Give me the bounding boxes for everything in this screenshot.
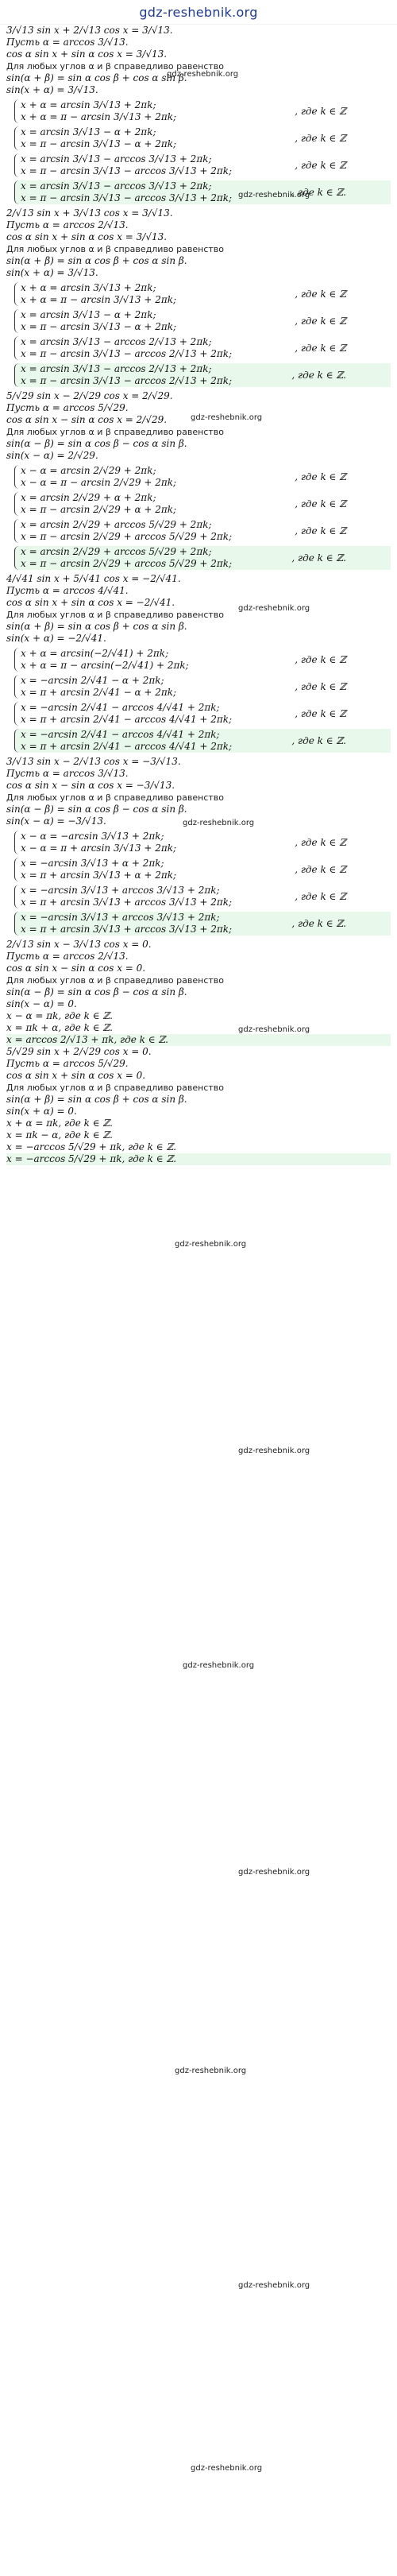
- let-alpha: Пусть α = arccos 2/√13.: [6, 219, 129, 230]
- case-line-2: x + α = π − arcsin 3/√13 + 2πk;: [21, 111, 177, 122]
- rewritten-equation: cos α sin x + sin α cos x = 3/√13.: [6, 48, 168, 60]
- answer-case-system: [14, 180, 391, 204]
- problem-statement: 2/√13 sin x − 3/√13 cos x = 0.: [6, 939, 152, 950]
- substituted-equation: sin(x + α) = −2/√41.: [6, 633, 106, 644]
- case-note: , где k ∈ ℤ.: [291, 918, 346, 929]
- identity-text: Для любых углов α и β справедливо равенство: [6, 61, 224, 72]
- case-system: [14, 492, 391, 516]
- problem-statement: 3/√13 sin x + 2/√13 cos x = 3/√13.: [6, 25, 173, 36]
- case-note: , где k ∈ ℤ.: [291, 552, 346, 564]
- case-note: , где k ∈ ℤ: [295, 471, 346, 482]
- problem-5: [6, 756, 391, 935]
- problem-4: [6, 573, 391, 753]
- rewritten-equation: cos α sin x − sin α cos x = −3/√13.: [6, 780, 175, 791]
- rewritten-equation: cos α sin x + sin α cos x = 0.: [6, 1070, 146, 1081]
- case-line-1: x − α = −arcsin 3/√13 + 2πk;: [21, 831, 164, 842]
- case-line-2: x = π − arcsin 3/√13 − arccos 2/√13 + 2πk;: [21, 375, 233, 386]
- let-alpha: Пусть α = arccos 2/√13.: [6, 951, 129, 962]
- case-line-2: x − α = π + arcsin 3/√13 + 2πk;: [21, 843, 177, 854]
- case-note: , где k ∈ ℤ: [295, 837, 346, 848]
- case-line-1: x − α = arcsin 2/√29 + 2πk;: [21, 465, 156, 476]
- case-line-2: x = π − arcsin 3/√13 − α + 2πk;: [21, 138, 177, 149]
- case-line-1: x = −arcsin 2/√41 − arccos 4/√41 + 2πk;: [21, 702, 220, 713]
- problem-6: [6, 939, 391, 1046]
- identity-text: Для любых углов α и β справедливо равенство: [6, 792, 224, 803]
- case-line-1: x = −arcsin 3/√13 + arccos 3/√13 + 2πk;: [21, 912, 220, 923]
- answer-case-system: [14, 912, 391, 935]
- case-line-1: x = arcsin 3/√13 − arccos 3/√13 + 2πk;: [21, 180, 212, 192]
- watermark: gdz-reshebnik.org: [175, 1240, 247, 1249]
- case-line-1: x = arcsin 3/√13 − arccos 2/√13 + 2πk;: [21, 336, 212, 347]
- case-line-1: x = arcsin 2/√29 + arccos 5/√29 + 2πk;: [21, 519, 212, 530]
- case-system: [14, 858, 391, 881]
- watermark: gdz-reshebnik.org: [238, 1447, 310, 1455]
- case-system: [14, 648, 391, 672]
- problem-statement: 5/√29 sin x + 2/√29 cos x = 0.: [6, 1046, 152, 1057]
- case-line-2: x = π − arcsin 2/√29 + arccos 5/√29 + 2πk;: [21, 531, 233, 542]
- case-note: , где k ∈ ℤ: [295, 708, 346, 719]
- rewritten-equation: cos α sin x + sin α cos x = 3/√13.: [6, 231, 168, 242]
- case-line-2: x = π − arcsin 3/√13 − arccos 2/√13 + 2πk;: [21, 348, 233, 359]
- case-system: [14, 153, 391, 177]
- identity-formula: sin(α + β) = sin α cos β + cos α sin β.: [6, 1094, 187, 1105]
- case-note: , где k ∈ ℤ.: [291, 370, 346, 381]
- case-line-2: x = π + arcsin 3/√13 + α + 2πk;: [21, 870, 177, 881]
- case-note: , где k ∈ ℤ: [295, 654, 346, 665]
- case-line-1: x + α = arcsin 3/√13 + 2πk;: [21, 99, 156, 110]
- case-note: , где k ∈ ℤ: [295, 289, 346, 300]
- rewritten-equation: cos α sin x − sin α cos x = 0.: [6, 963, 146, 974]
- solution-step: x = −arccos 5/√29 + πk, где k ∈ ℤ.: [6, 1141, 177, 1152]
- case-line-1: x = −arcsin 3/√13 + α + 2πk;: [21, 858, 164, 869]
- watermark: gdz-reshebnik.org: [238, 1025, 310, 1034]
- case-note: , где k ∈ ℤ: [295, 864, 346, 875]
- case-system: [14, 99, 391, 123]
- answer-case-system: [14, 729, 391, 753]
- case-line-2: x = π − arcsin 2/√29 + α + 2πk;: [21, 504, 177, 515]
- problem-statement: 3/√13 sin x − 2/√13 cos x = −3/√13.: [6, 756, 181, 767]
- case-line-1: x = arcsin 3/√13 − arccos 3/√13 + 2πk;: [21, 153, 212, 165]
- identity-formula: sin(α − β) = sin α cos β − cos α sin β.: [6, 804, 187, 815]
- site-logo[interactable]: gdz-reshebnik.org: [139, 4, 258, 20]
- problem-7: [6, 1046, 391, 1165]
- rewritten-equation: cos α sin x − sin α cos x = 2/√29.: [6, 414, 168, 425]
- rewritten-equation: cos α sin x + sin α cos x = −2/√41.: [6, 597, 175, 608]
- case-line-1: x = arcsin 2/√29 + α + 2πk;: [21, 492, 156, 503]
- case-line-2: x = π − arcsin 3/√13 − arccos 3/√13 + 2πk;: [21, 192, 233, 203]
- watermark: gdz-reshebnik.org: [238, 191, 310, 199]
- substituted-equation: sin(x + α) = 3/√13.: [6, 84, 98, 95]
- watermark: gdz-reshebnik.org: [175, 2067, 247, 2075]
- case-system: [14, 519, 391, 543]
- answer-case-system: [14, 363, 391, 387]
- solution-step: x − α = πk, где k ∈ ℤ.: [6, 1010, 113, 1021]
- case-system: [14, 885, 391, 908]
- case-system: [14, 702, 391, 726]
- case-note: , где k ∈ ℤ: [295, 498, 346, 509]
- answer-case-system: [14, 546, 391, 570]
- case-line-2: x − α = π − arcsin 2/√29 + 2πk;: [21, 477, 177, 488]
- watermark: gdz-reshebnik.org: [167, 70, 239, 79]
- case-note: , где k ∈ ℤ: [295, 133, 346, 144]
- case-line-2: x = π − arcsin 2/√29 + arccos 5/√29 + 2πk;: [21, 558, 233, 569]
- let-alpha: Пусть α = arccos 5/√29.: [6, 402, 129, 413]
- problem-2: [6, 207, 391, 387]
- problem-1: [6, 25, 391, 204]
- final-answer: x = arccos 2/√13 + πk, где k ∈ ℤ.: [6, 1034, 391, 1046]
- case-line-1: x = −arcsin 2/√41 − α + 2πk;: [21, 675, 164, 686]
- case-line-2: x + α = π − arcsin 3/√13 + 2πk;: [21, 294, 177, 305]
- case-line-1: x + α = arcsin(−2/√41) + 2πk;: [21, 648, 169, 659]
- case-line-1: x = arcsin 2/√29 + arccos 5/√29 + 2πk;: [21, 546, 212, 557]
- watermark: gdz-reshebnik.org: [238, 2281, 310, 2290]
- case-line-1: x + α = arcsin 3/√13 + 2πk;: [21, 282, 156, 293]
- case-note: , где k ∈ ℤ: [295, 343, 346, 354]
- substituted-equation: sin(x − α) = 0.: [6, 998, 77, 1009]
- case-line-2: x = π + arcsin 3/√13 + arccos 3/√13 + 2πk;: [21, 897, 233, 908]
- case-system: [14, 309, 391, 333]
- case-note: , где k ∈ ℤ.: [291, 735, 346, 746]
- identity-formula: sin(α − β) = sin α cos β − cos α sin β.: [6, 438, 187, 449]
- case-line-2: x = π + arcsin 2/√41 − arccos 4/√41 + 2πk;: [21, 741, 233, 752]
- case-note: , где k ∈ ℤ: [295, 160, 346, 171]
- case-note: , где k ∈ ℤ: [295, 316, 346, 327]
- substituted-equation: sin(x + α) = 3/√13.: [6, 267, 98, 278]
- case-line-1: x = arcsin 3/√13 − α + 2πk;: [21, 126, 156, 138]
- identity-formula: sin(α + β) = sin α cos β + cos α sin β.: [6, 72, 187, 83]
- watermark: gdz-reshebnik.org: [191, 413, 263, 422]
- let-alpha: Пусть α = arccos 3/√13.: [6, 768, 129, 779]
- case-system: [14, 282, 391, 306]
- case-note: , где k ∈ ℤ: [295, 525, 346, 537]
- watermark: gdz-reshebnik.org: [183, 1661, 255, 1670]
- case-line-2: x = π − arcsin 3/√13 − α + 2πk;: [21, 321, 177, 332]
- let-alpha: Пусть α = arccos 3/√13.: [6, 37, 129, 48]
- identity-formula: sin(α − β) = sin α cos β − cos α sin β.: [6, 986, 187, 997]
- case-note: , где k ∈ ℤ: [295, 106, 346, 117]
- case-system: [14, 336, 391, 360]
- substituted-equation: sin(x + α) = 0.: [6, 1106, 77, 1117]
- solution-step: x + α = πk, где k ∈ ℤ.: [6, 1118, 113, 1129]
- identity-text: Для любых углов α и β справедливо равенство: [6, 244, 224, 254]
- solution-content: [0, 25, 397, 1165]
- substituted-equation: sin(x − α) = −3/√13.: [6, 815, 106, 827]
- problem-statement: 5/√29 sin x − 2/√29 cos x = 2/√29.: [6, 390, 173, 401]
- watermark: gdz-reshebnik.org: [183, 819, 255, 827]
- watermark: gdz-reshebnik.org: [238, 604, 310, 613]
- case-line-2: x + α = π − arcsin(−2/√41) + 2πk;: [21, 660, 189, 671]
- case-system: [14, 465, 391, 489]
- case-line-1: x = −arcsin 2/√41 − arccos 4/√41 + 2πk;: [21, 729, 220, 740]
- identity-formula: sin(α + β) = sin α cos β + cos α sin β.: [6, 621, 187, 632]
- case-line-1: x = arcsin 3/√13 − arccos 2/√13 + 2πk;: [21, 363, 212, 374]
- let-alpha: Пусть α = arccos 5/√29.: [6, 1058, 129, 1069]
- case-line-2: x = π + arcsin 2/√41 − arccos 4/√41 + 2πk;: [21, 714, 233, 725]
- identity-text: Для любых углов α и β справедливо равенство: [6, 975, 224, 986]
- case-note: , где k ∈ ℤ: [295, 891, 346, 902]
- substituted-equation: sin(x − α) = 2/√29.: [6, 450, 98, 461]
- case-system: [14, 126, 391, 150]
- case-line-1: x = arcsin 3/√13 − α + 2πk;: [21, 309, 156, 320]
- let-alpha: Пусть α = arccos 4/√41.: [6, 585, 129, 596]
- identity-text: Для любых углов α и β справедливо равенство: [6, 1083, 224, 1093]
- site-header: [0, 0, 397, 25]
- solution-step: x = πk − α, где k ∈ ℤ.: [6, 1129, 113, 1141]
- case-note: , где k ∈ ℤ: [295, 681, 346, 692]
- identity-text: Для любых углов α и β справедливо равенство: [6, 427, 224, 437]
- identity-formula: sin(α + β) = sin α cos β + cos α sin β.: [6, 255, 187, 266]
- case-system: [14, 675, 391, 699]
- problem-statement: 2/√13 sin x + 3/√13 cos x = 3/√13.: [6, 207, 173, 219]
- case-line-2: x = π − arcsin 3/√13 − arccos 3/√13 + 2πk;: [21, 165, 233, 176]
- case-system: [14, 831, 391, 854]
- watermark: gdz-reshebnik.org: [238, 1868, 310, 1877]
- watermark: gdz-reshebnik.org: [191, 2464, 263, 2473]
- solution-step: x = πk + α, где k ∈ ℤ.: [6, 1022, 113, 1033]
- identity-text: Для любых углов α и β справедливо равенство: [6, 610, 224, 620]
- final-answer: x = −arccos 5/√29 + πk, где k ∈ ℤ.: [6, 1153, 391, 1165]
- case-line-2: x = π + arcsin 2/√41 − α + 2πk;: [21, 687, 177, 698]
- case-line-1: x = −arcsin 3/√13 + arccos 3/√13 + 2πk;: [21, 885, 220, 896]
- case-note: , где k ∈ ℤ.: [291, 187, 346, 198]
- problem-statement: 4/√41 sin x + 5/√41 cos x = −2/√41.: [6, 573, 181, 584]
- case-line-2: x = π + arcsin 3/√13 + arccos 3/√13 + 2πk;: [21, 924, 233, 935]
